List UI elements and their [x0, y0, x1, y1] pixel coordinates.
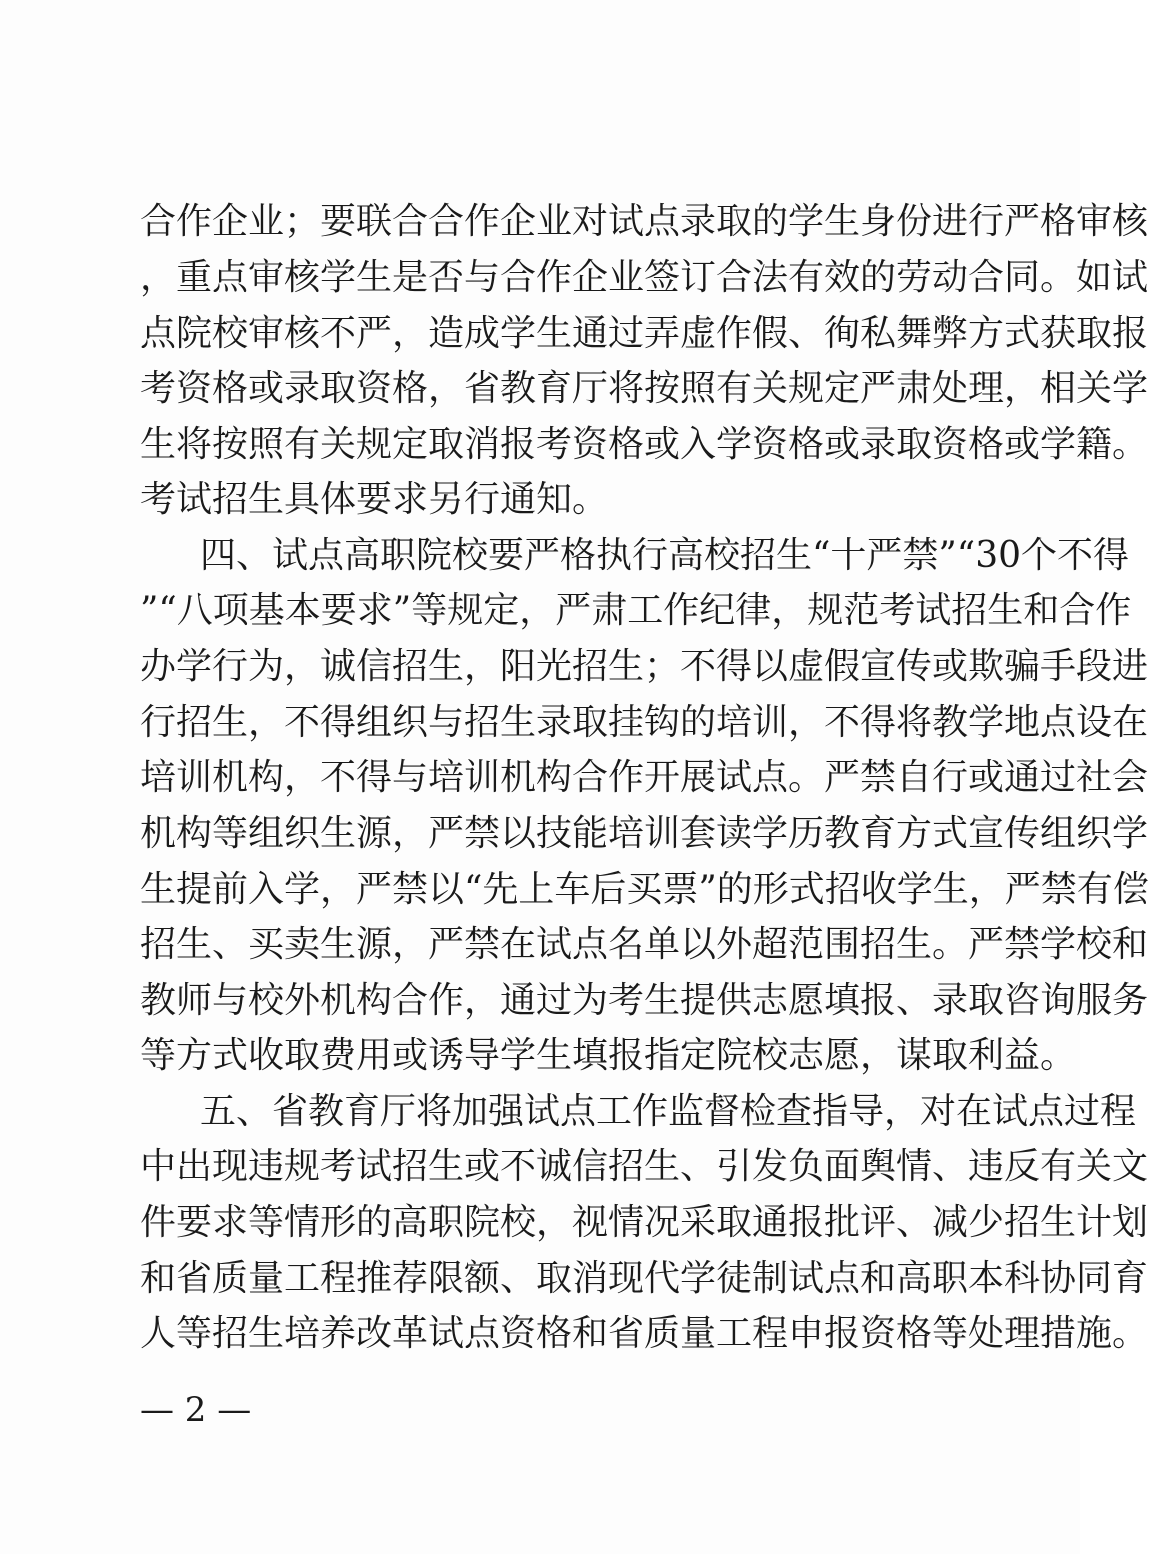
text-line-3: 点院校审核不严，造成学生通过弄虚作假、徇私舞弊方式获取报	[140, 313, 1149, 354]
text-line-6: 考试招生具体要求另行通知。	[140, 479, 609, 520]
paragraph-five-start: 五、省教育厅将加强试点工作监督检查指导，对在试点过程	[200, 1091, 1137, 1132]
text-line-10: 行招生，不得组织与招生录取挂钩的培训，不得将教学地点设在	[140, 702, 1149, 743]
text-line-21: 人等招生培养改革试点资格和省质量工程申报资格等处理措施。	[140, 1313, 1149, 1354]
paragraph-four-start: 四、试点高职院校要严格执行高校招生“十严禁”“30个不得	[200, 535, 1130, 576]
text-line-20: 和省质量工程推荐限额、取消现代学徒制试点和高职本科协同育	[140, 1258, 1149, 1299]
text-line-8: ”“八项基本要求”等规定，严肃工作纪律，规范考试招生和合作	[140, 590, 1132, 631]
text-line-1: 合作企业；要联合合作企业对试点录取的学生身份进行严格审核	[140, 201, 1149, 242]
text-line-16: 等方式收取费用或诱导学生填报指定院校志愿，谋取利益。	[140, 1035, 1077, 1076]
text-line-9: 办学行为，诚信招生，阳光招生；不得以虚假宣传或欺骗手段进	[140, 646, 1149, 687]
text-line-14: 招生、买卖生源，严禁在试点名单以外超范围招生。严禁学校和	[140, 924, 1149, 965]
text-line-13: 生提前入学，严禁以“先上车后买票”的形式招收学生，严禁有偿	[140, 869, 1149, 910]
text-line-4: 考资格或录取资格，省教育厅将按照有关规定严肃处理，相关学	[140, 368, 1149, 409]
text-line-19: 件要求等情形的高职院校，视情况采取通报批评、减少招生计划	[140, 1202, 1149, 1243]
text-line-15: 教师与校外机构合作，通过为考生提供志愿填报、录取咨询服务	[140, 980, 1149, 1021]
text-line-12: 机构等组织生源，严禁以技能培训套读学历教育方式宣传组织学	[140, 813, 1149, 854]
page-number: — 2 —	[140, 1390, 252, 1430]
text-line-11: 培训机构，不得与培训机构合作开展试点。严禁自行或通过社会	[140, 757, 1149, 798]
text-line-2: ，重点审核学生是否与合作企业签订合法有效的劳动合同。如试	[140, 257, 1149, 298]
text-line-18: 中出现违规考试招生或不诚信招生、引发负面舆情、违反有关文	[140, 1146, 1149, 1187]
text-line-5: 生将按照有关规定取消报考资格或入学资格或录取资格或学籍。	[140, 424, 1149, 465]
